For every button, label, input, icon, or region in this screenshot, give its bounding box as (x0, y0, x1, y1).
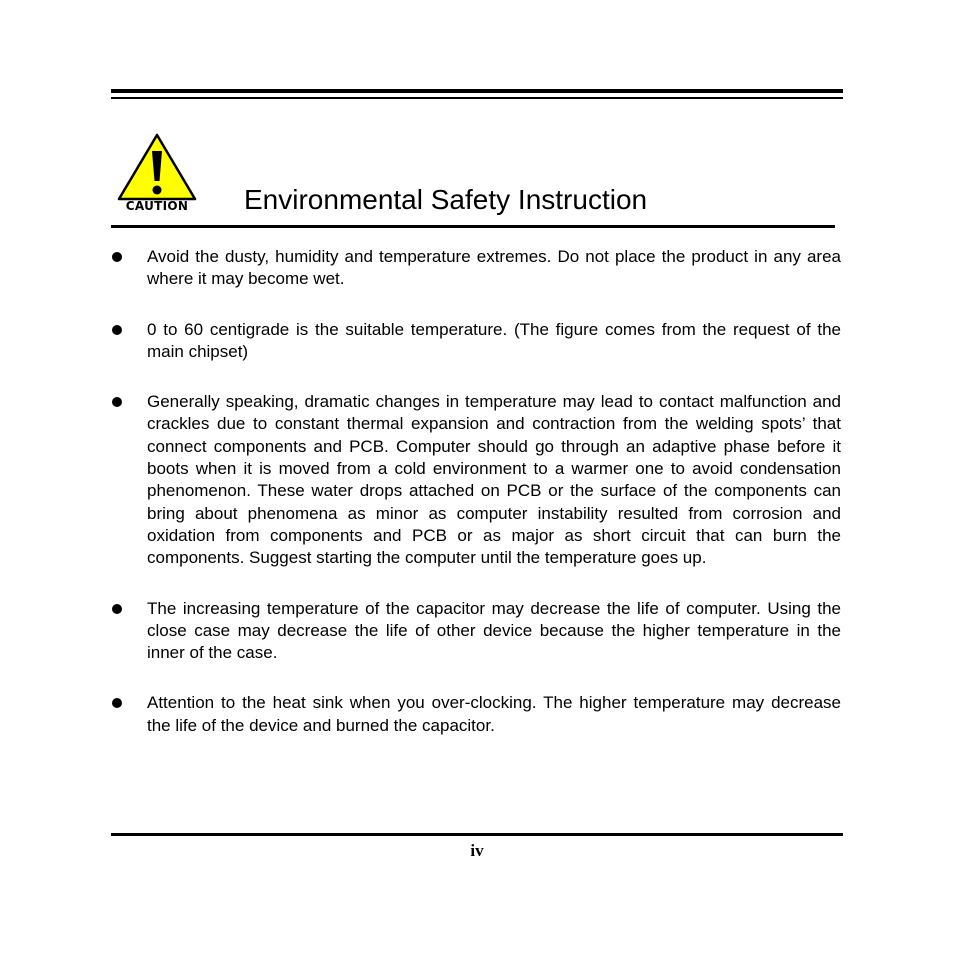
list-item (111, 246, 841, 291)
caution-label: CAUTION (125, 199, 189, 213)
list-item (111, 319, 841, 364)
list-item-text: 0 to 60 centigrade is the suitable temperature. (The figure comes from the request of the main chipset) (147, 319, 841, 361)
list-item-text: The increasing temperature of the capacitor may decrease the life of computer. Using the close case may decrease the life of other device because the higher temperature in the inner of the case. (147, 598, 841, 663)
title-underline (111, 225, 835, 228)
bullet-icon (112, 325, 122, 335)
list-item-text: Avoid the dusty, humidity and temperature extremes. Do not place the product in any area where it may become wet. (147, 247, 841, 289)
safety-instruction-list (111, 246, 841, 737)
list-item (111, 692, 841, 737)
page-title: Environmental Safety Instruction (244, 184, 648, 215)
list-item-text: Attention to the heat sink when you over-clocking. The higher temperature may decrease the life of the device and burned the capacitor. (147, 693, 841, 735)
footer-rule (111, 833, 843, 836)
header-rule-thin (111, 97, 843, 99)
caution-badge (117, 133, 197, 217)
bullet-icon (112, 698, 122, 708)
bullet-icon (112, 397, 122, 407)
caution-warning-triangle-icon (117, 133, 197, 203)
list-item (111, 598, 841, 665)
list-item (111, 391, 841, 569)
page-number: iv (470, 841, 484, 860)
bullet-icon (112, 252, 122, 262)
list-item-text: Generally speaking, dramatic changes in temperature may lead to contact malfunction and crackles due to constant thermal expansion and contraction from the welding spots’ that connect components and PCB. Computer should go through an adaptive phase before it boots when it is moved from a cold environment to a warmer one to avoid condensation phenomenon. These water drops attached on PCB or the surface of the components can bring about phenomena as minor as computer instability resulted from corrosion and oxidation from components and PCB or as major as short circuit that can burn the components. Suggest starting the computer until the temperature goes up. (147, 392, 841, 568)
header-rule-thick (111, 89, 843, 93)
bullet-icon (112, 604, 122, 614)
